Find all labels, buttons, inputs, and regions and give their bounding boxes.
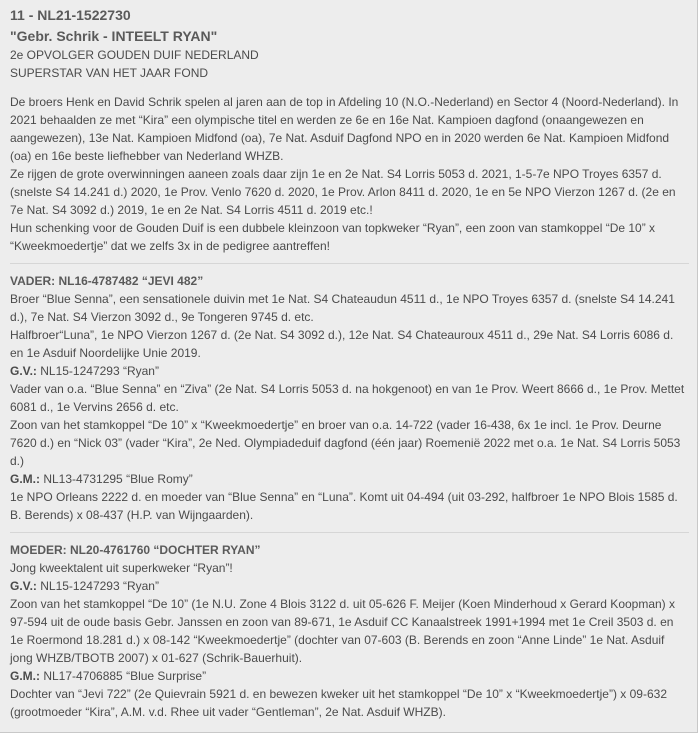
vader-gm-label: G.M.: <box>10 472 40 486</box>
moeder-gv-line <box>10 577 689 595</box>
moeder-gm-label: G.M.: <box>10 669 40 683</box>
lot-name: "Gebr. Schrik - INTEELT RYAN" <box>10 28 218 44</box>
moeder-paragraph-1: Jong kweektalent uit superkweker “Ryan”! <box>10 561 233 575</box>
moeder-gm-paragraph-1: Dochter van “Jevi 722” (2e Quievrain 5921 d. en bewezen kweker uit het stamkoppel “De 10” x “Kweekmoedertje”) x 09-632 (grootmoeder “Kira”, A.M. v.d. Rhee uit vader “Gentleman”, 2e Nat. Asduif WHZB). <box>10 687 667 719</box>
lot-subtitle-2: SUPERSTAR VAN HET JAAR FOND <box>10 66 209 80</box>
vader-paragraph-2: Halfbroer“Luna”, 1e NPO Vierzon 1267 d. (2e Nat. S4 3092 d.), 12e Nat. S4 Chateauroux 4511 d., 29e Nat. S4 Lorris 6086 d. en 1e Asduif Noordelijke Unie 2019. <box>10 328 674 360</box>
vader-gv-line <box>10 362 689 380</box>
intro-paragraph-1: De broers Henk en David Schrik spelen al jaren aan de top in Afdeling 10 (N.O.-Nederland) en Sector 4 (Noord-Nederland). In 2021 behaalden ze met “Kira” een olympische titel en werden ze 6e en 16e Nat. Kampioen dagfond (onaangewezen en aangewezen), 13e Nat. Kampioen Midfond (oa), 7e Nat. Asduif Dagfond NPO en in 2020 werden 6e Nat. Kampioen Midfond (oa) en 16e beste liefhebber van Nederland WHZB. <box>10 95 679 163</box>
vader-paragraph-1: Broer “Blue Senna”, een sensationele duivin met 1e Nat. S4 Chateaudun 4511 d., 1e NPO Troyes 6357 d. (snelste S4 14.241 d.), 7e Nat. S4 Vierzon 3092 d., 9e Tongeren 9745 d. etc. <box>10 292 675 324</box>
vader-gv-paragraph-2: Zoon van het stamkoppel “De 10” x “Kweekmoedertje” en broer van o.a. 14-722 (vader 16-438, 6x 1e incl. 1e Prov. Deurne 7620 d.) en “Nick 03” (vader “Kira”, 2e Ned. Olympiadeduif dagfond (één jaar) Roemenië 2022 met o.a. 1e Nat. S4 Lorris 5053 d.) <box>10 418 681 468</box>
divider <box>10 532 689 533</box>
divider <box>10 263 689 264</box>
moeder-gm-line <box>10 667 689 685</box>
moeder-gv-paragraph-1: Zoon van het stamkoppel “De 10” (1e N.U. Zone 4 Blois 3122 d. uit 05-626 F. Meijer (Koen Minderhoud x Gerard Koopman) x 97-594 uit de oude basis Gebr. Janssen en zoon van 89-671, 1e Asduif CC Kanaalstreek 1991+1994 met 1e Creil 3503 d. en 1e Roermond 18.281 d.) x 08-142 “Kweekmoedertje” (dochter van 07-603 (B. Berends en zoon “Anne Linde” 1e Nat. Asduif jong WHZB/TBOTB 2007) x 01-627 (Schrik-Bauerhuit). <box>10 597 676 665</box>
vader-gm-value: NL13-4731295 “Blue Romy” <box>40 472 193 486</box>
moeder-heading: MOEDER: NL20-4761760 “DOCHTER RYAN” <box>10 543 261 557</box>
vader-gv-label: G.V.: <box>10 364 37 378</box>
vader-gv-value: NL15-1247293 “Ryan” <box>36 364 159 378</box>
moeder-gv-value: NL15-1247293 “Ryan” <box>36 579 159 593</box>
intro-paragraph-3: Hun schenking voor de Gouden Duif is een dubbele kleinzoon van topkweker “Ryan”, een zoon van stamkoppel “De 10” x “Kweekmoedertje” dat we zelfs 3x in de pedigree aantreffen! <box>10 221 656 253</box>
moeder-gv-label: G.V.: <box>10 579 37 593</box>
moeder-gm-value: NL17-4706885 “Blue Surprise” <box>40 669 207 683</box>
vader-heading: VADER: NL16-4787482 “JEVI 482” <box>10 274 204 288</box>
vader-gm-line <box>10 470 689 488</box>
lot-subtitle-1: 2e OPVOLGER GOUDEN DUIF NEDERLAND <box>10 48 259 62</box>
lot-title: 11 - NL21-1522730 <box>10 7 131 23</box>
intro-paragraph-2: Ze rijgen de grote overwinningen aaneen zoals daar zijn 1e en 2e Nat. S4 Lorris 5053 d. 2021, 1-5-7e NPO Troyes 6357 d. (snelste S4 14.241 d.) 2020, 1e Prov. Venlo 7620 d. 2020, 1e Prov. Arlon 8411 d. 2020, 1e en 5e NPO Vierzon 1267 d. (2e en 7e Nat. S4 3092 d.) 2019, 1e en 2e Nat. S4 Lorris 4511 d. 2019 etc.! <box>10 167 676 217</box>
vader-gm-paragraph-1: 1e NPO Orleans 2222 d. en moeder van “Blue Senna” en “Luna”. Komt uit 04-494 (uit 03-292, halfbroer 1e NPO Blois 1585 d. B. Berends) x 08-437 (H.P. van Wijngaarden). <box>10 490 678 522</box>
vader-gv-paragraph-1: Vader van o.a. “Blue Senna” en “Ziva” (2e Nat. S4 Lorris 5053 d. na hokgenoot) en van 1e Prov. Weert 8666 d., 1e Prov. Mettet 6081 d., 1e Vervins 2656 d. etc. <box>10 382 685 414</box>
